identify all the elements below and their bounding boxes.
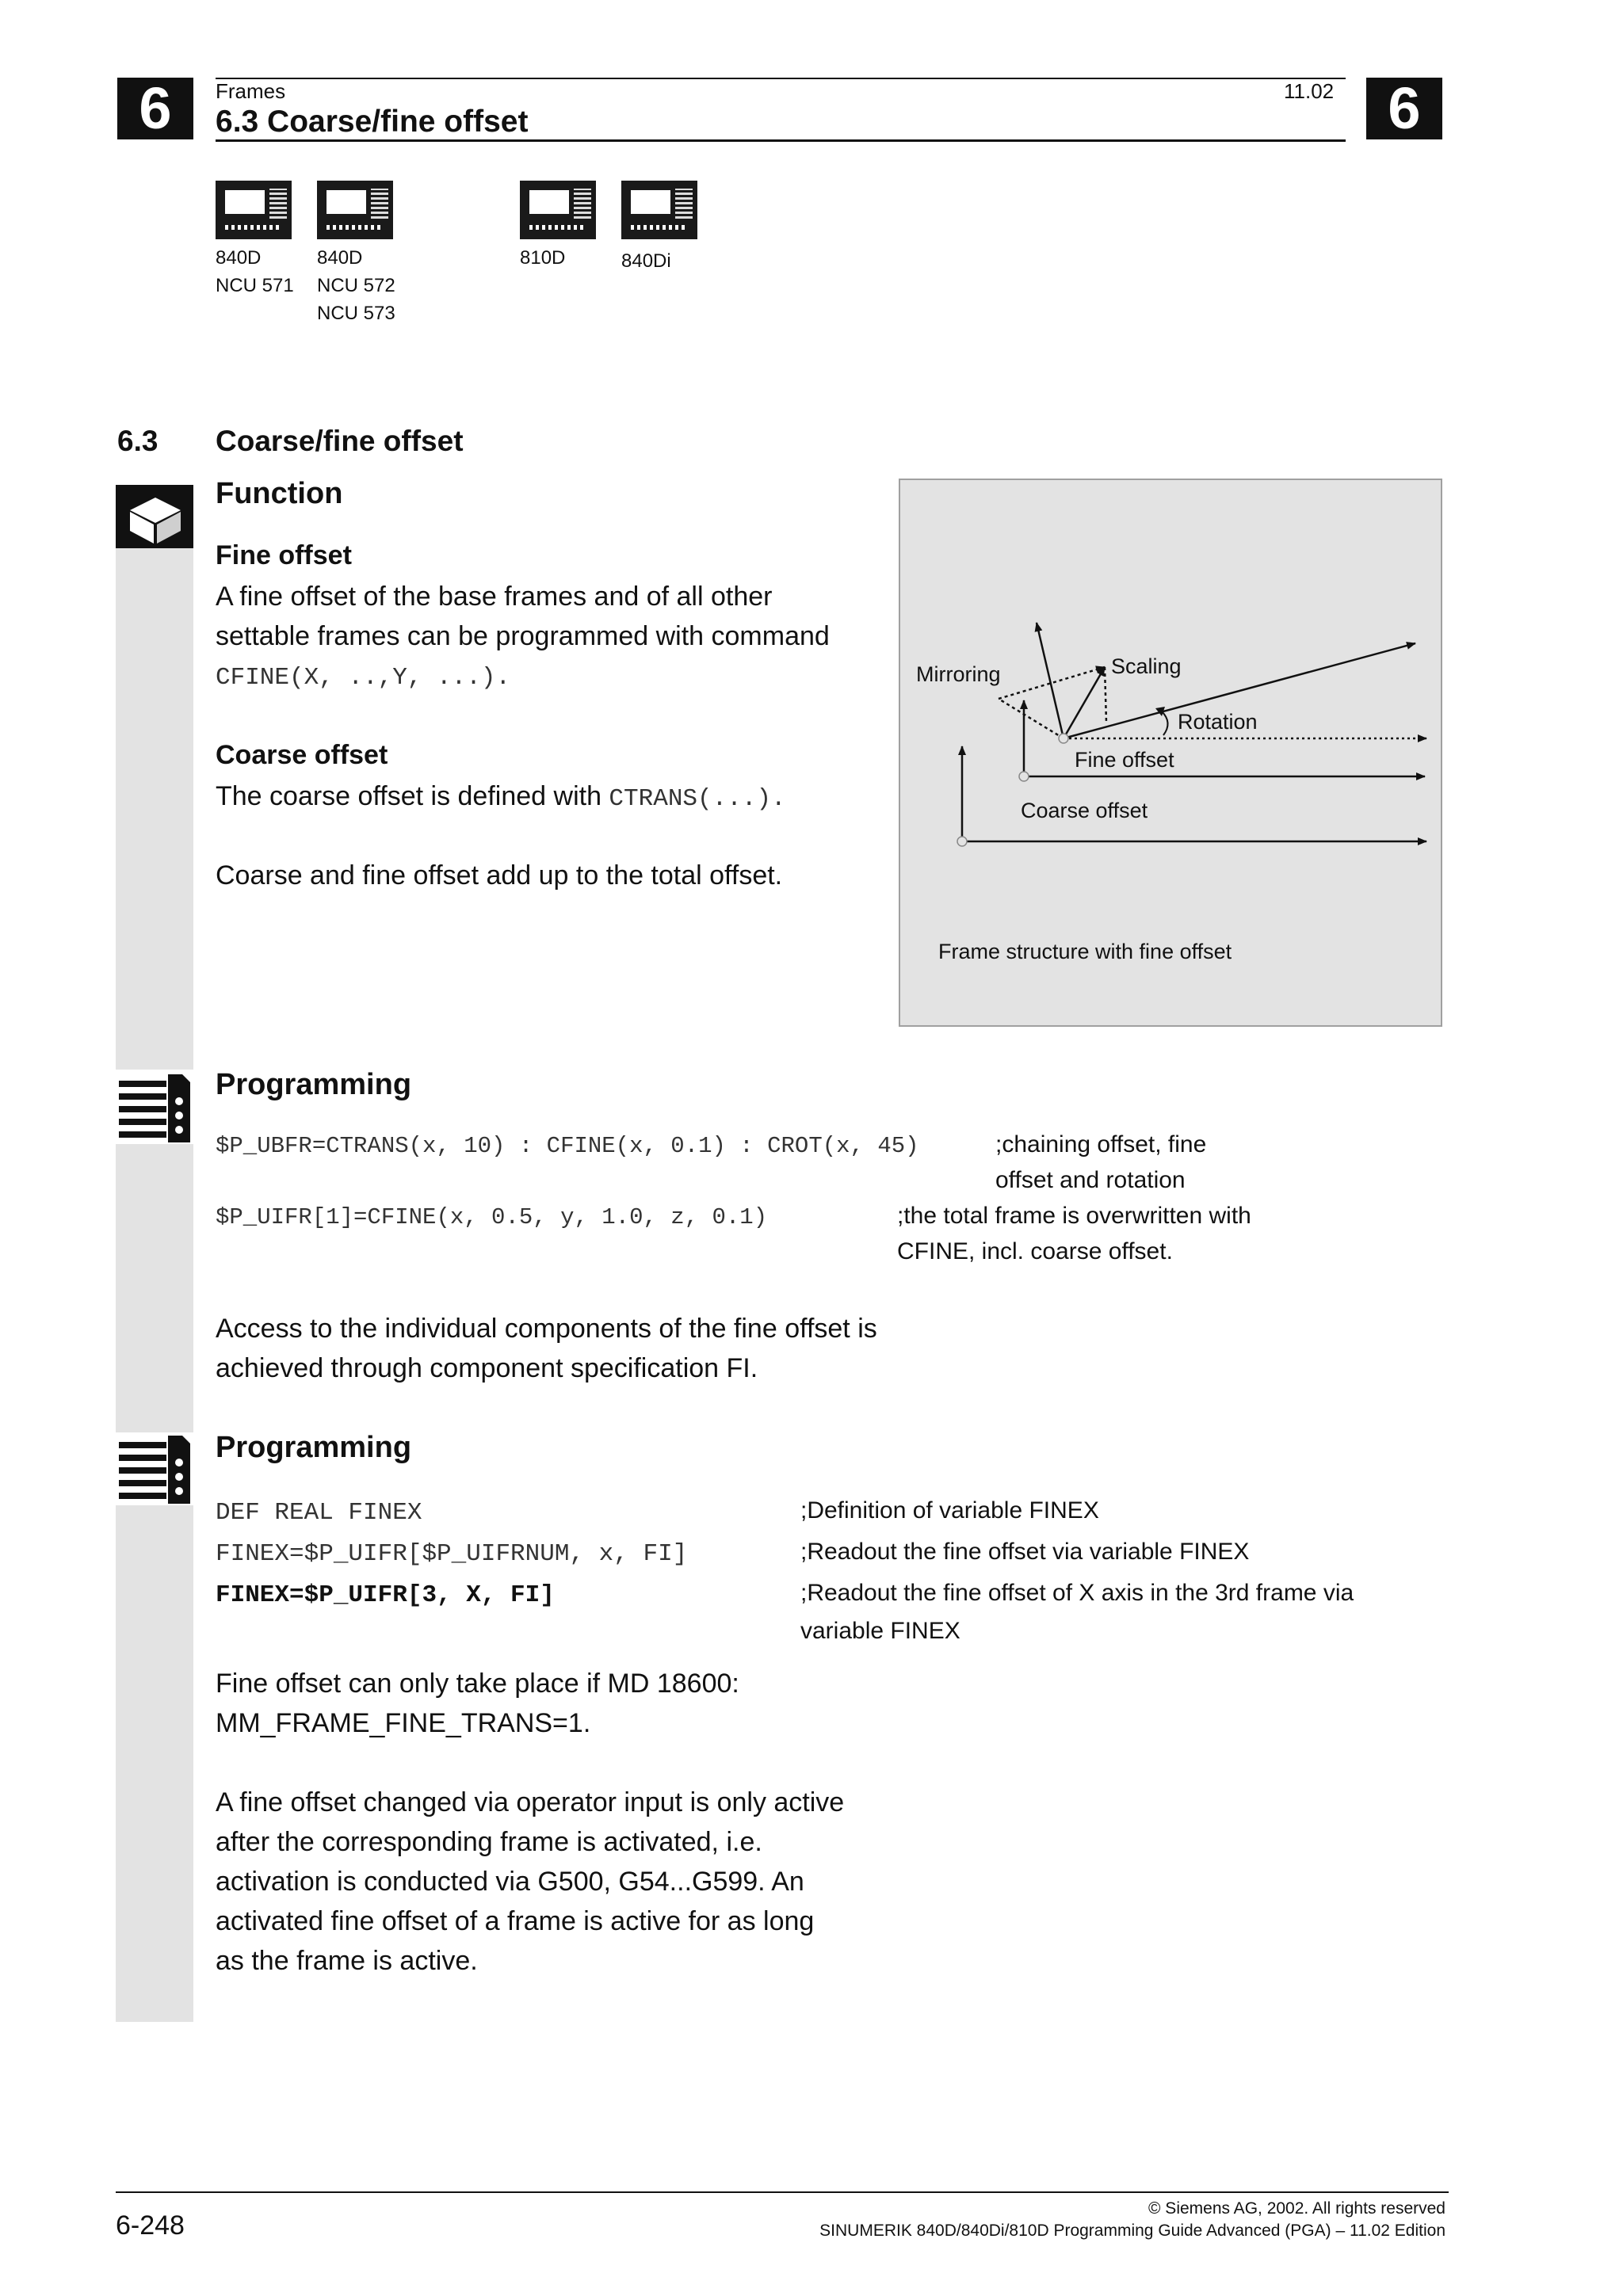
rotation-label: Rotation — [1178, 710, 1258, 734]
comment-uifr-1: ;the total frame is overwritten with — [897, 1203, 1251, 1229]
offset-sum-text: Coarse and fine offset add up to the total offset. — [216, 860, 783, 891]
access-text-2: achieved through component specification FI. — [216, 1353, 758, 1383]
activation-text-3: activation is conducted via G500, G54...G599. An — [216, 1867, 804, 1897]
header-title: 6.3 Coarse/fine offset — [216, 105, 529, 139]
control-label-3: 810D — [520, 247, 566, 269]
fine-offset-code: CFINE(X, ..,Y, ...). — [216, 664, 511, 692]
function-side-bar — [116, 485, 193, 1070]
comment-finex-frame3-2: variable FINEX — [800, 1618, 960, 1644]
comment-finex-frame3-1: ;Readout the fine offset of X axis in the 3rd frame via — [800, 1580, 1354, 1606]
code-finex-frame3: FINEX=$P_UIFR[3, X, FI] — [216, 1581, 555, 1609]
activation-text-2: after the corresponding frame is activated, i.e. — [216, 1827, 762, 1857]
control-label-4: 840Di — [621, 250, 671, 272]
frame-diagram — [900, 480, 1441, 924]
figure-caption: Frame structure with fine offset — [938, 940, 1232, 963]
activation-text-4: activated fine offset of a frame is active for as long — [216, 1906, 815, 1936]
scaling-label: Scaling — [1111, 654, 1182, 678]
fine-offset-heading: Fine offset — [216, 540, 352, 570]
coarse-offset-line — [216, 776, 786, 819]
comment-ubfr-1: ;chaining offset, fine — [995, 1131, 1207, 1158]
frame-structure-figure — [899, 479, 1442, 1027]
code-def-finex: DEF REAL FINEX — [216, 1499, 422, 1527]
header-top-rule — [216, 78, 1346, 79]
comment-def-finex: ;Definition of variable FINEX — [800, 1497, 1099, 1524]
fine-offset-label: Fine offset — [1075, 748, 1174, 772]
header-section-label: Frames — [216, 79, 286, 103]
code-line-ubfr: $P_UBFR=CTRANS(x, 10) : CFINE(x, 0.1) : CROT(x, 45) — [216, 1133, 919, 1159]
access-text-1: Access to the individual components of the fine offset is — [216, 1314, 877, 1344]
md-text-2: MM_FRAME_FINE_TRANS=1. — [216, 1708, 591, 1738]
comment-finex-uifrnum: ;Readout the fine offset via variable FINEX — [800, 1539, 1250, 1565]
control-label-1: 840D NCU 571 — [216, 247, 294, 296]
control-icon-840d-571 — [216, 181, 292, 239]
coarse-offset-label: Coarse offset — [1021, 799, 1148, 822]
coarse-offset-code: CTRANS(...). — [609, 785, 786, 813]
coarse-offset-heading: Coarse offset — [216, 740, 388, 770]
control-icon-810d — [520, 181, 596, 239]
page-number: 6-248 — [116, 2210, 185, 2241]
footer-edition: SINUMERIK 840D/840Di/810D Programming Guide Advanced (PGA) – 11.02 Edition — [819, 2222, 1445, 2240]
programming-heading-2: Programming — [216, 1431, 412, 1464]
footer-copyright: © Siemens AG, 2002. All rights reserved — [1148, 2199, 1445, 2218]
header-date: 11.02 — [1284, 79, 1335, 103]
programming-heading-1: Programming — [216, 1068, 412, 1101]
control-icon-840d-572 — [317, 181, 393, 239]
fine-offset-text-2: settable frames can be programmed with command — [216, 621, 830, 651]
mirroring-label: Mirroring — [916, 662, 1001, 686]
md-text-1: Fine offset can only take place if MD 18600: — [216, 1669, 739, 1699]
header-bottom-rule — [216, 139, 1346, 142]
coarse-offset-text: The coarse offset is defined with — [216, 781, 609, 811]
control-label-2: 840D NCU 572 NCU 573 — [317, 247, 395, 324]
chapter-number-left: 6 — [117, 78, 193, 139]
section-number: 6.3 — [117, 425, 158, 457]
control-icon-840di — [621, 181, 697, 239]
programming-side-bar — [116, 1071, 193, 2022]
fine-offset-text-1: A fine offset of the base frames and of all other — [216, 582, 773, 612]
function-heading: Function — [216, 477, 343, 510]
comment-uifr-2: CFINE, incl. coarse offset. — [897, 1238, 1173, 1264]
function-cube-icon — [116, 485, 193, 548]
section-title: Coarse/fine offset — [216, 425, 464, 457]
activation-text-5: as the frame is active. — [216, 1946, 478, 1976]
comment-ubfr-2: offset and rotation — [995, 1167, 1186, 1193]
programming-icon-1 — [116, 1071, 193, 1144]
chapter-number-right: 6 — [1366, 78, 1442, 139]
programming-icon-2 — [116, 1432, 193, 1505]
code-finex-uifrnum: FINEX=$P_UIFR[$P_UIFRNUM, x, FI] — [216, 1540, 688, 1568]
activation-text-1: A fine offset changed via operator input is only active — [216, 1787, 845, 1817]
footer-rule — [116, 2191, 1449, 2193]
code-line-uifr: $P_UIFR[1]=CFINE(x, 0.5, y, 1.0, z, 0.1) — [216, 1204, 768, 1230]
